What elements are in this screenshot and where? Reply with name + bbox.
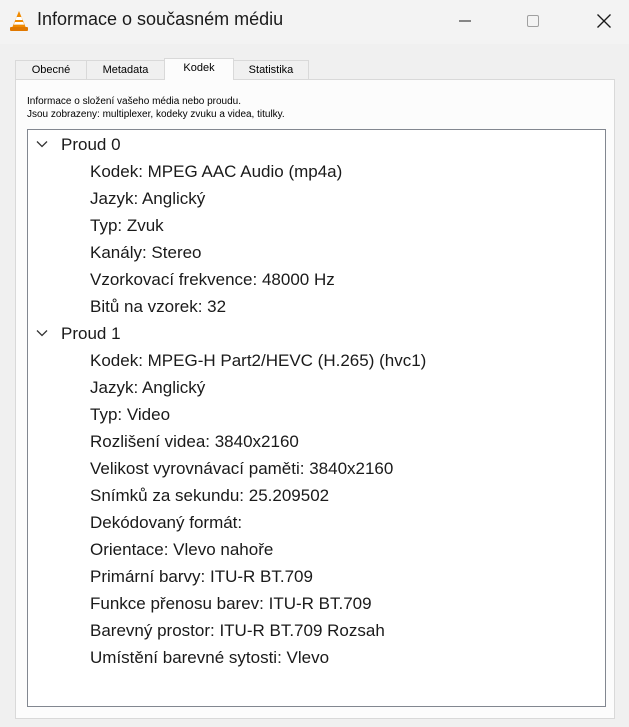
tree-item[interactable]: Kodek: MPEG AAC Audio (mp4a) [90,162,343,181]
tree-item[interactable]: Jazyk: Anglický [90,378,206,397]
chevron-down-icon[interactable] [36,138,48,150]
maximize-button[interactable] [519,8,547,34]
tab-codec[interactable]: Kodek [164,58,234,80]
tree-item[interactable]: Kodek: MPEG-H Part2/HEVC (H.265) (hvc1) [90,351,427,370]
tree-item[interactable]: Vzorkovací frekvence: 48000 Hz [90,270,335,289]
window-title: Informace o současném médiu [37,9,284,29]
tab-statistics[interactable]: Statistika [233,60,309,79]
minimize-button[interactable] [451,8,479,34]
tab-general[interactable]: Obecné [15,60,87,79]
codec-tree[interactable] [27,129,606,707]
chevron-down-icon[interactable] [36,327,48,339]
tree-item[interactable]: Orientace: Vlevo nahoře [90,540,274,559]
tree-item[interactable]: Kanály: Stereo [90,243,202,262]
tree-item[interactable]: Funkce přenosu barev: ITU-R BT.709 [90,594,372,613]
title-bar[interactable] [0,0,629,44]
tree-item[interactable]: Jazyk: Anglický [90,189,206,208]
description-line-2: Jsou zobrazeny: multiplexer, kodeky zvuku a videa, titulky. [27,109,285,120]
tree-group-stream-1[interactable] [36,320,121,347]
tree-item[interactable]: Typ: Zvuk [90,216,164,235]
tree-item[interactable]: Barevný prostor: ITU-R BT.709 Rozsah [90,621,385,640]
tree-item[interactable]: Rozlišení videa: 3840x2160 [90,432,299,451]
tree-item[interactable]: Snímků za sekundu: 25.209502 [90,486,330,505]
tree-item[interactable]: Dekódovaný formát: [90,513,243,532]
tree-group-label: Proud 1 [61,324,121,343]
tree-item[interactable]: Umístění barevné sytosti: Vlevo [90,648,330,667]
maximize-icon [526,14,540,28]
panel-description [27,95,285,121]
close-button[interactable] [590,8,618,34]
codec-panel [15,79,615,719]
tree-group-label: Proud 0 [61,135,121,154]
description-line-1: Informace o složení vašeho média nebo proudu. [27,96,242,107]
tree-item[interactable]: Bitů na vzorek: 32 [90,297,227,316]
close-icon [596,13,612,29]
tree-item[interactable]: Velikost vyrovnávací paměti: 3840x2160 [90,459,394,478]
tab-metadata[interactable]: Metadata [86,60,165,79]
minimize-icon [458,14,472,28]
tree-item[interactable]: Typ: Video [90,405,171,424]
vlc-cone-icon [9,10,29,32]
tree-item[interactable]: Primární barvy: ITU-R BT.709 [90,567,313,586]
tree-group-stream-0[interactable] [36,131,121,158]
